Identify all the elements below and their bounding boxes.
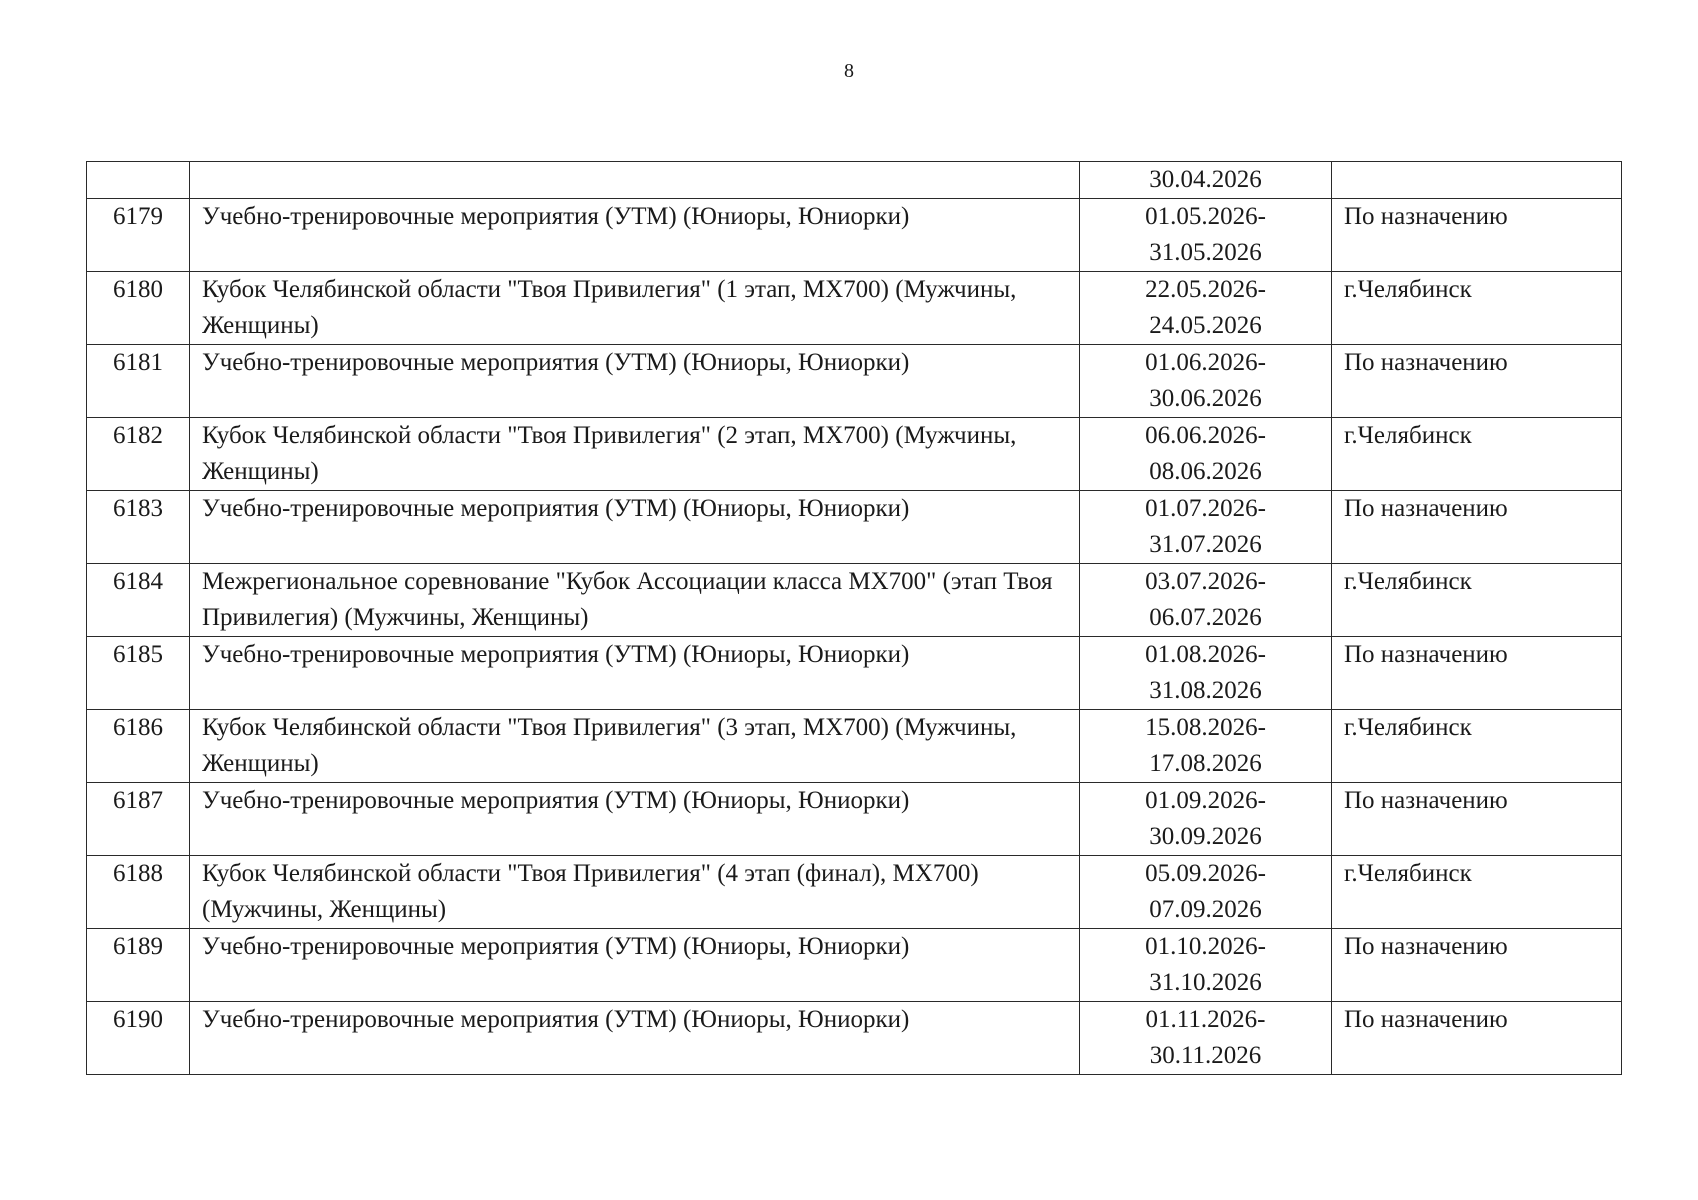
table-row [87, 418, 1622, 491]
table-row [87, 272, 1622, 345]
event-dates [1080, 564, 1332, 637]
event-name: Учебно-тренировочные мероприятия (УТМ) (Юниоры, Юниорки) [190, 929, 1080, 1002]
date-end: 31.08.2026 [1149, 677, 1262, 704]
table-row [87, 1002, 1622, 1075]
event-place: По назначению [1332, 199, 1622, 272]
page-number: 8 [844, 60, 854, 82]
event-number: 6180 [87, 272, 190, 345]
date-start: 01.07.2026- [1145, 495, 1266, 522]
event-place: По назначению [1332, 637, 1622, 710]
event-dates [1080, 1002, 1332, 1075]
event-dates [1080, 418, 1332, 491]
table-row [87, 783, 1622, 856]
date-end: 07.09.2026 [1149, 896, 1262, 923]
event-dates [1080, 637, 1332, 710]
event-dates [1080, 345, 1332, 418]
event-number: 6179 [87, 199, 190, 272]
event-name: Учебно-тренировочные мероприятия (УТМ) (Юниоры, Юниорки) [190, 345, 1080, 418]
event-name: Учебно-тренировочные мероприятия (УТМ) (Юниоры, Юниорки) [190, 783, 1080, 856]
table-row [87, 199, 1622, 272]
date-start: 05.09.2026- [1145, 860, 1266, 887]
event-name: Кубок Челябинской области "Твоя Привилегия" (2 этап, МХ700) (Мужчины, Женщины) [190, 418, 1080, 491]
event-number: 6181 [87, 345, 190, 418]
event-dates [1080, 856, 1332, 929]
event-dates [1080, 199, 1332, 272]
date-start: 03.07.2026- [1145, 568, 1266, 595]
cell-num [87, 162, 190, 199]
date-end: 06.07.2026 [1149, 604, 1262, 631]
date-start: 01.06.2026- [1145, 349, 1266, 376]
date-start: 15.08.2026- [1145, 714, 1266, 741]
table-row [87, 491, 1622, 564]
event-place: По назначению [1332, 929, 1622, 1002]
date-start: 01.11.2026- [1145, 1006, 1266, 1033]
date-start: 01.09.2026- [1145, 787, 1266, 814]
event-number: 6189 [87, 929, 190, 1002]
date-end: 30.04.2026 [1149, 166, 1262, 193]
date-end: 24.05.2026 [1149, 312, 1262, 339]
event-number: 6190 [87, 1002, 190, 1075]
event-name: Межрегиональное соревнование "Кубок Ассоциации класса МХ700" (этап Твоя Привилегия) (Мужчины, Женщины) [190, 564, 1080, 637]
event-number: 6187 [87, 783, 190, 856]
table-row [87, 637, 1622, 710]
date-end: 31.05.2026 [1149, 239, 1262, 266]
date-end: 31.07.2026 [1149, 531, 1262, 558]
events-table [86, 161, 1622, 1075]
date-start: 01.08.2026- [1145, 641, 1266, 668]
event-name: Учебно-тренировочные мероприятия (УТМ) (Юниоры, Юниорки) [190, 1002, 1080, 1075]
event-number: 6182 [87, 418, 190, 491]
event-name: Учебно-тренировочные мероприятия (УТМ) (Юниоры, Юниорки) [190, 199, 1080, 272]
date-end: 17.08.2026 [1149, 750, 1262, 777]
event-place: По назначению [1332, 345, 1622, 418]
table-row [87, 929, 1622, 1002]
event-place: г.Челябинск [1332, 710, 1622, 783]
cell-place [1332, 162, 1622, 199]
event-name: Кубок Челябинской области "Твоя Привилегия" (3 этап, МХ700) (Мужчины, Женщины) [190, 710, 1080, 783]
table-row [87, 710, 1622, 783]
event-name: Учебно-тренировочные мероприятия (УТМ) (Юниоры, Юниорки) [190, 491, 1080, 564]
table-row-continuation [87, 162, 1622, 199]
date-start: 01.05.2026- [1145, 203, 1266, 230]
cell-name [190, 162, 1080, 199]
event-number: 6183 [87, 491, 190, 564]
date-start: 22.05.2026- [1145, 276, 1266, 303]
event-dates [1080, 491, 1332, 564]
date-end: 30.06.2026 [1149, 385, 1262, 412]
event-dates [1080, 710, 1332, 783]
date-start: 06.06.2026- [1145, 422, 1266, 449]
date-end: 31.10.2026 [1149, 969, 1262, 996]
event-place: г.Челябинск [1332, 564, 1622, 637]
event-number: 6184 [87, 564, 190, 637]
event-dates [1080, 929, 1332, 1002]
event-place: г.Челябинск [1332, 856, 1622, 929]
event-name: Учебно-тренировочные мероприятия (УТМ) (Юниоры, Юниорки) [190, 637, 1080, 710]
event-dates [1080, 272, 1332, 345]
table-row [87, 856, 1622, 929]
event-place: По назначению [1332, 1002, 1622, 1075]
event-place: По назначению [1332, 783, 1622, 856]
event-number: 6188 [87, 856, 190, 929]
event-name: Кубок Челябинской области "Твоя Привилегия" (4 этап (финал), МХ700) (Мужчины, Женщины) [190, 856, 1080, 929]
event-number: 6185 [87, 637, 190, 710]
event-name: Кубок Челябинской области "Твоя Привилегия" (1 этап, МХ700) (Мужчины, Женщины) [190, 272, 1080, 345]
date-end: 30.09.2026 [1149, 823, 1262, 850]
event-place: г.Челябинск [1332, 272, 1622, 345]
table-row [87, 564, 1622, 637]
date-end: 08.06.2026 [1149, 458, 1262, 485]
event-place: По назначению [1332, 491, 1622, 564]
date-start: 01.10.2026- [1145, 933, 1266, 960]
cell-date [1080, 162, 1332, 199]
table-row [87, 345, 1622, 418]
event-dates [1080, 783, 1332, 856]
date-end: 30.11.2026 [1149, 1042, 1262, 1069]
event-place: г.Челябинск [1332, 418, 1622, 491]
event-number: 6186 [87, 710, 190, 783]
